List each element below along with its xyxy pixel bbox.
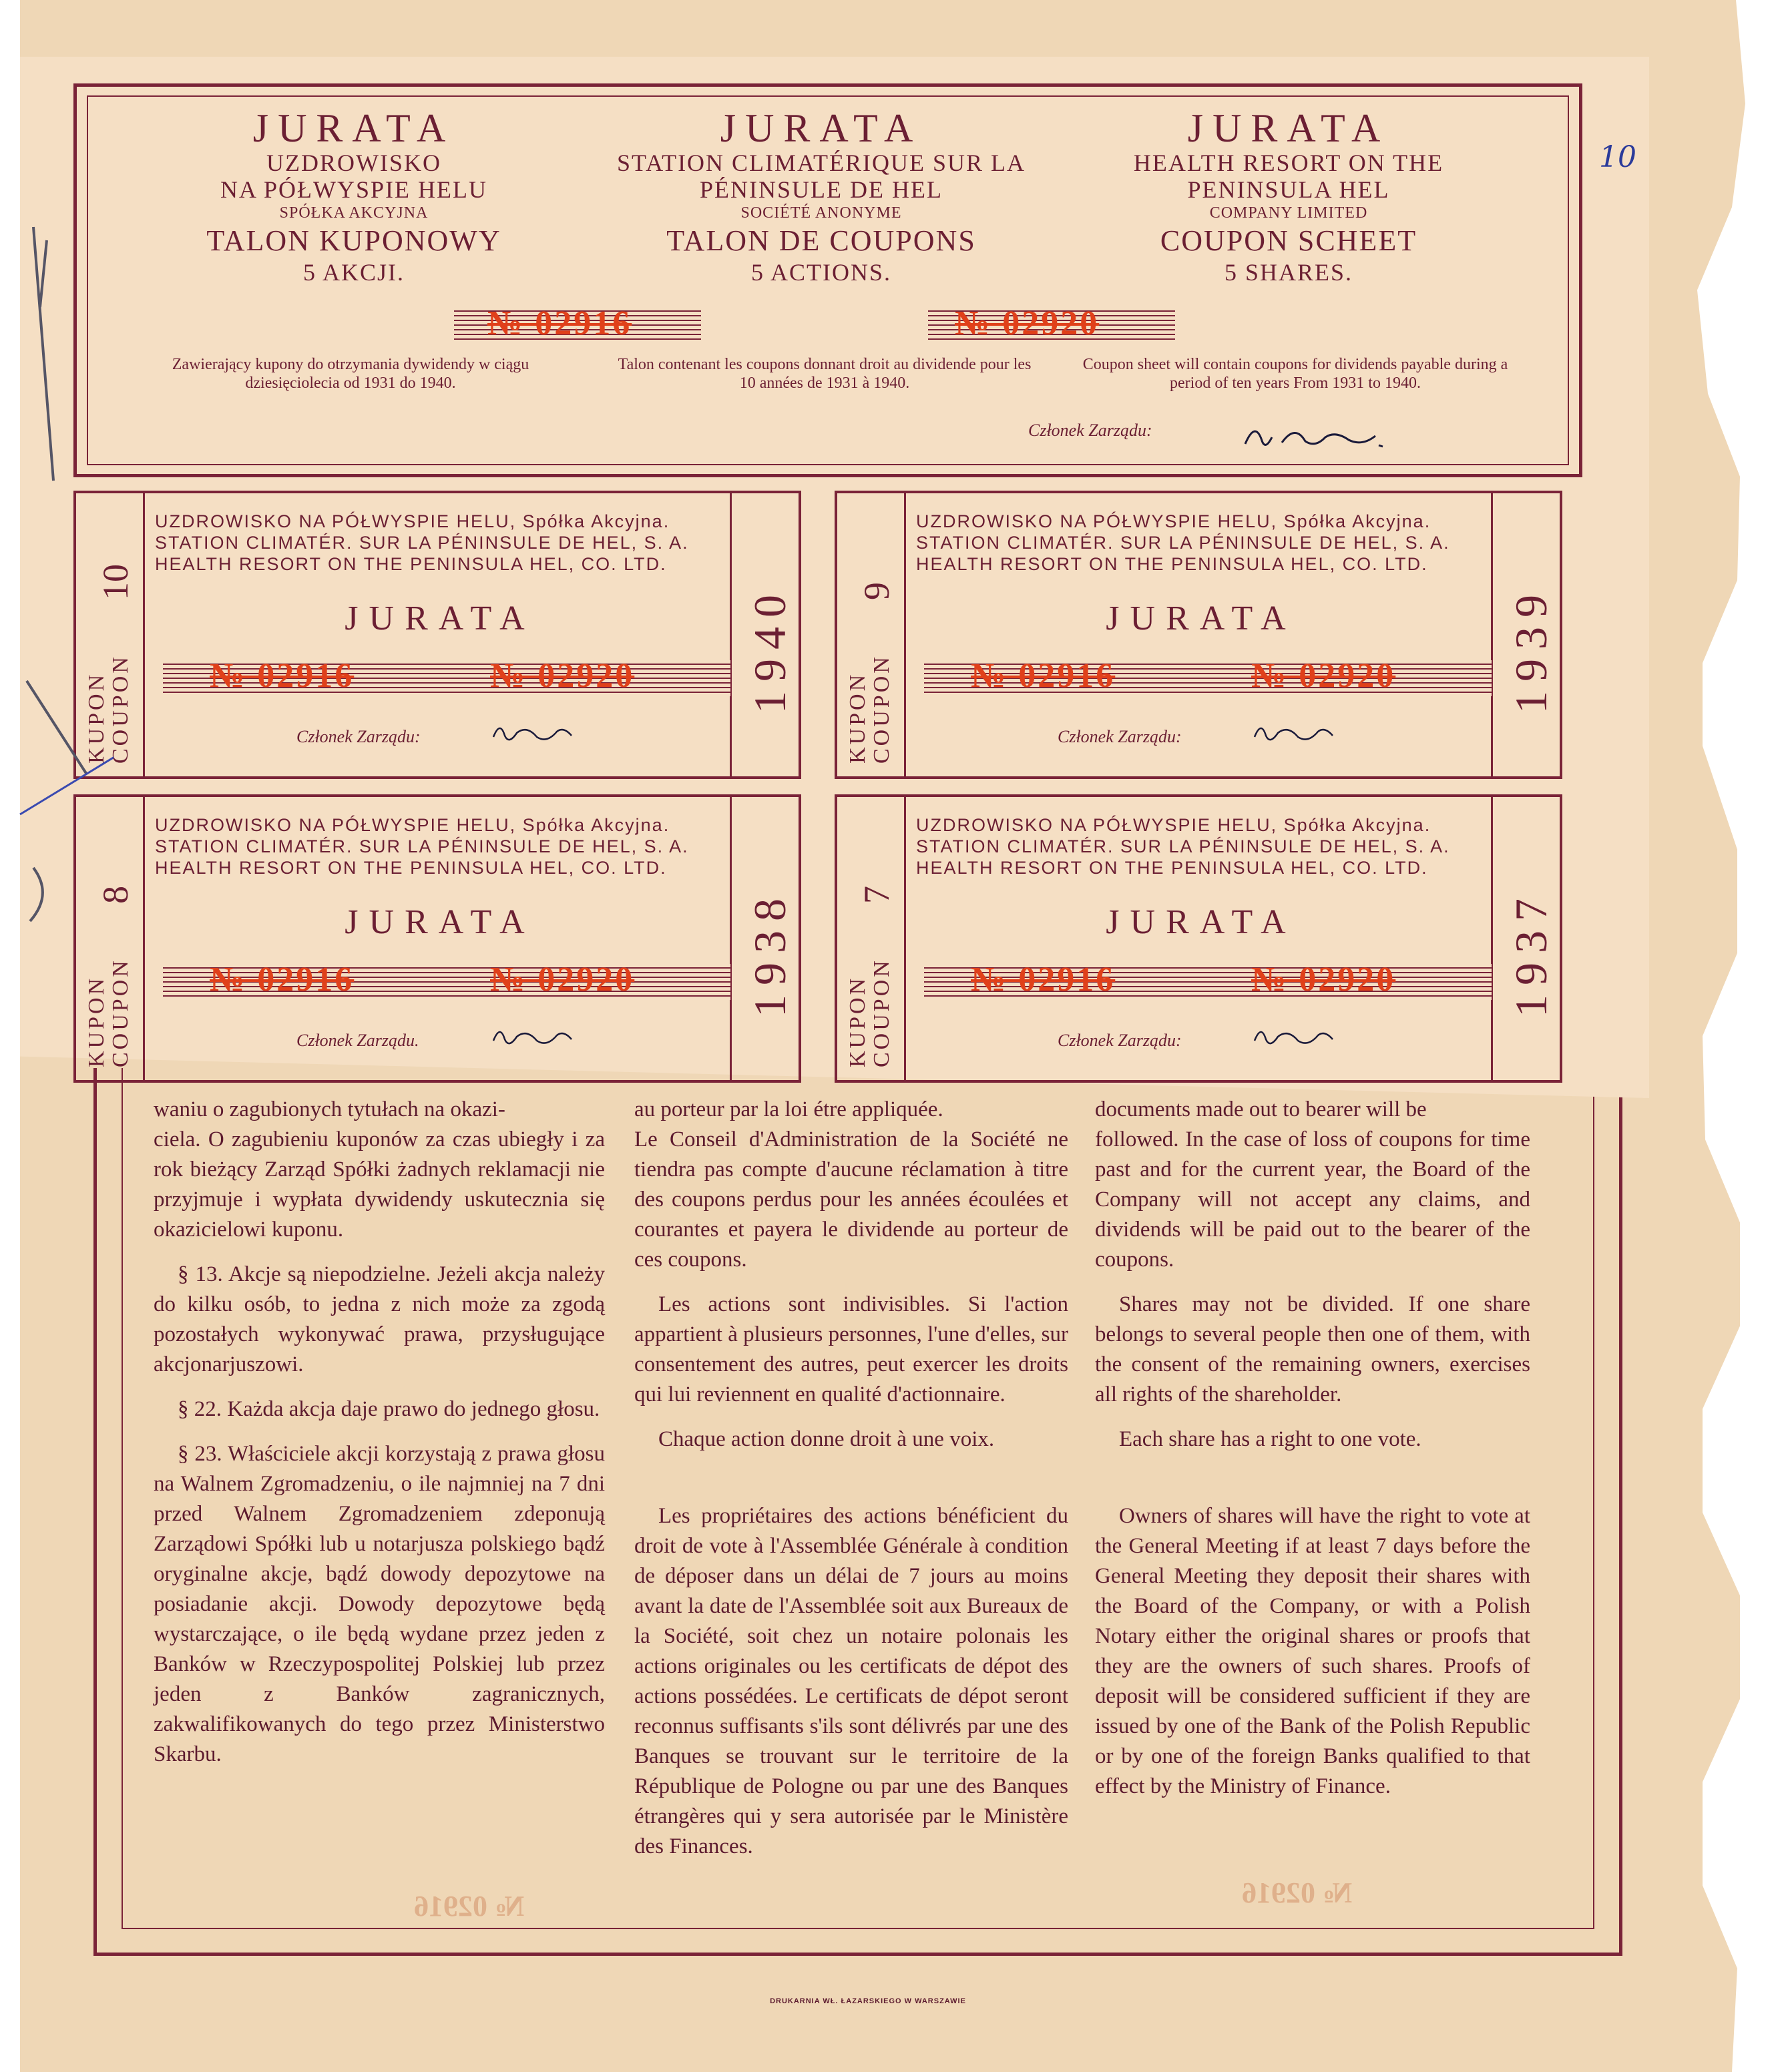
talon-line: SPÓŁKA AKCYJNA xyxy=(279,204,429,222)
coupon-line: STATION CLIMATÉR. SUR LA PÉNINSULE DE HEL, S. A. xyxy=(916,836,1450,856)
coupon-line: HEALTH RESORT ON THE PENINSULA HEL, CO. LTD. xyxy=(155,554,667,574)
coupon-number-to: № 02920 xyxy=(1251,657,1396,695)
talon-number-from: № 02916 xyxy=(487,304,632,342)
english-para: Owners of shares will have the right to vote at the General Meeting if at least 7 days before the General Meeting they deposit their shares with the Board of the Company, or with a Polish Notary either the original shares or proofs that they are the owners of such shares. Proofs of deposit will be considered sufficient if they are issued by one of the Bank of the Polish Republic or by one of the foreign Banks qualified to that effect by the Ministry of Finance. xyxy=(1095,1504,1530,1798)
coupon-line: STATION CLIMATÉR. SUR LA PÉNINSULE DE HEL, S. A. xyxy=(155,533,689,553)
talon-line: PENINSULA HEL xyxy=(1187,176,1390,203)
coupon-line: UZDROWISKO NA PÓŁWYSPIE HELU, Spółka Akcyjna. xyxy=(916,815,1431,835)
talon-line: COMPANY LIMITED xyxy=(1209,204,1368,222)
polish-para: § 13. Akcje są niepodzielne. Jeżeli akcja należy do kilku osób, to jedna z nich może za zgodą pozostałych wykonywać prawa, przysługujące akcjonarjuszowi. xyxy=(154,1262,605,1376)
talon-number-to: № 02920 xyxy=(955,304,1100,342)
coupon-line: HEALTH RESORT ON THE PENINSULA HEL, CO. LTD. xyxy=(916,858,1428,878)
coupon-signature-label: Członek Zarządu: xyxy=(1058,1031,1182,1050)
polish-para: § 23. Właściciele akcji korzystają z prawa głosu na Walnem Zgromadzeniu, o ile najmniej na 7 dni przed Walnem Zgromadzeniem zdeponują Zarządowi Spółki lub u notarjusza polskiego bądź oryginalne akcje, bądź dowody depozytowe na posiadanie akcji. Dowody depozytowe będą wystarczające, o ile będą wydane przez jeden z Banków w Rzeczypospolitej Polskiej lub przez jeden z Banków zagranicznych, zakwalifikowanych do tego przez Ministerstwo Skarbu. xyxy=(154,1442,605,1766)
talon-polish-column xyxy=(120,107,588,286)
english-para: Each share has a right to one vote. xyxy=(1119,1427,1421,1451)
talon-english-description: Coupon sheet will contain coupons for dividends payable during a period of ten years From 1931 to 1940. xyxy=(1082,356,1508,392)
talon-line: PÉNINSULE DE HEL xyxy=(700,176,943,203)
talon-title: JURATA xyxy=(1187,106,1390,150)
coupon-company-lines xyxy=(155,511,729,575)
coupon-company-lines xyxy=(916,814,1490,878)
polish-para: ciela. O zagubieniu kuponów za czas ubiegły i za rok bieżący Zarząd Spółki żadnych reklamacji nie przyjmuje i wypłata dywidendy uskutecznia się okazicielowi kuponu. xyxy=(154,1127,605,1242)
talon-line: 5 AKCJI. xyxy=(302,259,405,286)
coupon-line: HEALTH RESORT ON THE PENINSULA HEL, CO. LTD. xyxy=(916,554,1428,574)
coupon-label-coupon: COUPON xyxy=(108,654,133,764)
talon-line: 5 SHARES. xyxy=(1224,259,1353,286)
coupon-year: 1937 xyxy=(1506,889,1556,1017)
coupon-1940 xyxy=(73,491,801,779)
talon-title: JURATA xyxy=(720,106,923,150)
certificate-english-column xyxy=(1095,1095,1530,1816)
coupon-title: JURATA xyxy=(345,903,535,941)
coupon-title: JURATA xyxy=(1106,599,1297,637)
coupon-1939 xyxy=(835,491,1562,779)
talon-line: HEALTH RESORT ON THE xyxy=(1133,150,1444,176)
coupon-signature-label: Członek Zarządu. xyxy=(296,1031,419,1050)
coupon-signature xyxy=(490,1021,577,1054)
coupon-signature xyxy=(1251,1021,1338,1054)
coupon-label-coupon: COUPON xyxy=(108,958,133,1067)
coupon-signature-label: Członek Zarządu: xyxy=(1058,727,1182,746)
coupon-line: STATION CLIMATÉR. SUR LA PÉNINSULE DE HEL, S. A. xyxy=(155,836,689,856)
coupon-company-lines xyxy=(155,814,729,878)
printer-imprint: DRUKARNIA WŁ. ŁAZARSKIEGO W WARSZAWIE xyxy=(770,1997,966,2005)
bleed-through-number: № 02916 xyxy=(414,1890,525,1922)
talon-french-description: Talon contenant les coupons donnant droit au dividende pour les 10 années de 1931 à 1940. xyxy=(618,356,1032,392)
talon-title: JURATA xyxy=(252,106,455,150)
talon-heading: COUPON SCHEET xyxy=(1160,224,1417,257)
coupon-label-coupon: COUPON xyxy=(869,654,894,764)
coupon-1938 xyxy=(73,794,801,1083)
coupon-line: HEALTH RESORT ON THE PENINSULA HEL, CO. LTD. xyxy=(155,858,667,878)
coupon-year-panel xyxy=(730,493,799,776)
talon-heading: TALON KUPONOWY xyxy=(206,224,501,257)
english-para: Shares may not be divided. If one share belongs to several people then one of them, with the consent of the remaining owners, exercises all rights of the shareholder. xyxy=(1095,1292,1530,1406)
coupon-year: 1938 xyxy=(744,889,795,1017)
talon-polish-description: Zawierający kupony do otrzymania dywidendy w ciągu dziesięciolecia od 1931 do 1940. xyxy=(172,356,529,392)
talon-line: UZDROWISKO xyxy=(266,150,441,176)
coupon-line: STATION CLIMATÉR. SUR LA PÉNINSULE DE HEL, S. A. xyxy=(916,533,1450,553)
coupon-number-to: № 02920 xyxy=(490,657,635,695)
coupon-title: JURATA xyxy=(1106,903,1297,941)
coupon-line: UZDROWISKO NA PÓŁWYSPIE HELU, Spółka Akcyjna. xyxy=(916,511,1431,531)
french-para: Le Conseil d'Administration de la Société ne tiendra pas compte d'aucune réclamation à titre des coupons perdus pour les années écoulées et courantes et payera le dividende au porteur de ces coupons. xyxy=(634,1127,1068,1272)
coupon-number-from: № 02916 xyxy=(210,657,355,695)
coupon-number: 8 xyxy=(95,886,136,904)
coupon-label-kupon: KUPON xyxy=(84,672,109,764)
coupon-side-panel xyxy=(837,493,906,776)
coupon-year: 1940 xyxy=(744,585,795,714)
coupon-number: 10 xyxy=(95,564,136,600)
talon-heading: TALON DE COUPONS xyxy=(666,224,976,257)
english-para: documents made out to bearer will be xyxy=(1095,1097,1427,1121)
coupon-year: 1939 xyxy=(1506,585,1556,714)
french-para: Les actions sont indivisibles. Si l'action appartient à plusieurs personnes, l'une d'elles, sur consentement des autres, peut exercer les droits qui lui reviennent en qualité d'actionnaire. xyxy=(634,1292,1068,1406)
coupon-number-from: № 02916 xyxy=(971,961,1116,999)
coupon-number: 9 xyxy=(857,582,897,600)
polish-para: waniu o zagubionych tytułach na okazi- xyxy=(154,1097,505,1121)
coupon-1937 xyxy=(835,794,1562,1083)
french-para: au porteur par la loi étre appliquée. xyxy=(634,1097,943,1121)
coupon-title: JURATA xyxy=(345,599,535,637)
coupon-number-to: № 02920 xyxy=(1251,961,1396,999)
coupon-number: 7 xyxy=(857,886,897,904)
talon-signature-label: Członek Zarządu: xyxy=(1028,421,1152,440)
coupon-label-kupon: KUPON xyxy=(845,975,870,1067)
coupon-signature xyxy=(490,717,577,750)
coupon-number-from: № 02916 xyxy=(210,961,355,999)
coupon-side-panel xyxy=(837,797,906,1080)
handwritten-note: 10 xyxy=(1599,140,1636,174)
talon-signature xyxy=(1242,417,1395,463)
coupon-signature-label: Członek Zarządu: xyxy=(296,727,421,746)
talon-english-column xyxy=(1055,107,1522,286)
english-para: followed. In the case of loss of coupons for time past and for the current year, the Board of the Company will not accept any claims, and dividends will be paid out to the bearer of the coupons. xyxy=(1095,1127,1530,1272)
talon-line: STATION CLIMATÉRIQUE SUR LA xyxy=(616,150,1026,176)
coupon-label-kupon: KUPON xyxy=(84,975,109,1067)
coupon-number-from: № 02916 xyxy=(971,657,1116,695)
pen-mark xyxy=(13,200,114,935)
coupon-company-lines xyxy=(916,511,1490,575)
talon-line: 5 ACTIONS. xyxy=(750,259,892,286)
certificate-french-column xyxy=(634,1095,1068,1876)
coupon-line: UZDROWISKO NA PÓŁWYSPIE HELU, Spółka Akcyjna. xyxy=(155,815,670,835)
french-para: Chaque action donne droit à une voix. xyxy=(658,1427,995,1451)
bleed-through-number: № 02916 xyxy=(1242,1876,1353,1909)
coupon-label-coupon: COUPON xyxy=(869,958,894,1067)
talon-french-column xyxy=(588,107,1055,286)
polish-para: § 22. Każda akcja daje prawo do jednego głosu. xyxy=(178,1397,600,1421)
coupon-line: UZDROWISKO NA PÓŁWYSPIE HELU, Spółka Akcyjna. xyxy=(155,511,670,531)
coupon-year-panel xyxy=(1491,797,1560,1080)
coupon-year-panel xyxy=(730,797,799,1080)
coupon-label-kupon: KUPON xyxy=(845,672,870,764)
certificate-polish-column xyxy=(154,1095,605,1784)
coupon-year-panel xyxy=(1491,493,1560,776)
talon-line: NA PÓŁWYSPIE HELU xyxy=(220,176,487,203)
talon-line: SOCIÉTÉ ANONYME xyxy=(740,204,902,222)
french-para: Les propriétaires des actions bénéficient du droit de vote à l'Assemblée Générale à condition de déposer dans un délai de 7 jours au moins avant la date de l'Assemblée soit aux Bureaux de la Société, soit chez un notaire polonais les actions originales ou les certificats de dépot des actions possédées. Le certificats de dépot seront reconnus suffisants s'ils sont délivrés par une des Banques se trouvant sur le territoire de la République de Pologne ou par une des Banques étrangères qui y sera autorisée par le Ministère des Finances. xyxy=(634,1504,1068,1858)
coupon-number-to: № 02920 xyxy=(490,961,635,999)
coupon-signature xyxy=(1251,717,1338,750)
